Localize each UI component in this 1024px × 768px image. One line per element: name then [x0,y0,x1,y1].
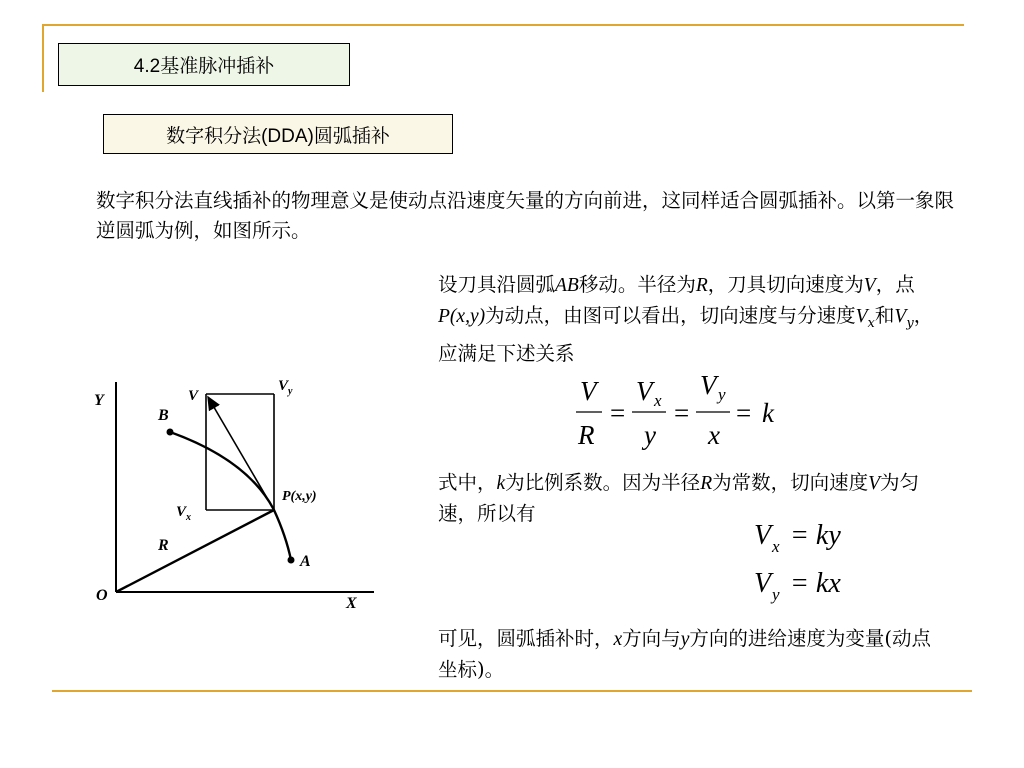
svg-text:=: = [674,398,690,428]
velocity-label: V [188,388,199,404]
intro-paragraph: 数字积分法直线插补的物理意义是使动点沿速度矢量的方向前进，这同样适合圆弧插补。以第一象限逆圆弧为例，如图所示。 [96,189,955,242]
point-a [288,557,295,564]
radius-line [116,510,274,592]
top-rule [42,24,964,26]
point-p-label: P(x,y) [282,489,317,504]
section-title: 4.2基准脉冲插补 [58,43,350,86]
svg-text:y: y [772,585,780,604]
point-a-label: A [300,553,311,570]
svg-text:=: = [610,398,626,428]
svg-text:R: R [578,420,595,450]
svg-text:V: V [754,568,772,599]
velocity-formulas [750,512,870,608]
tool-motion-paragraph: 设刀具沿圆弧AB移动。半径为R，刀具切向速度为V，点P(x,y)为动点，由图可以看出，切向速度与分速度$V_x$和$V_y$，应满足下述关系 [438,273,934,365]
coefficient-paragraph: 式中，k为比例系数。因为半径R为常数，切向速度V为匀速，所以有 [438,471,920,525]
svg-text:V: V [636,376,653,406]
point-b-label: B [158,407,169,424]
vy-label: $V_y$ [278,378,293,397]
y-axis-label: Y [94,392,104,409]
arc-interpolation-diagram [80,370,380,615]
svg-text:x: x [654,391,662,410]
bottom-rule [52,690,972,692]
svg-text:k: k [762,398,774,428]
svg-text:= ky: = ky [790,520,841,551]
svg-text:= kx: = kx [790,568,841,599]
svg-text:x: x [772,537,780,556]
origin-label: O [96,587,108,604]
ratio-formula [570,370,790,454]
x-axis-label: X [346,595,357,612]
point-b [167,429,174,436]
svg-text:y: y [644,420,656,450]
svg-text:y: y [718,385,726,404]
svg-text:V: V [754,520,772,551]
svg-text:=: = [736,398,752,428]
svg-text:V: V [580,376,597,406]
conclusion-paragraph: 可见，圆弧插补时，x方向与y方向的进给速度为变量(动点坐标)。 [438,627,931,681]
svg-text:V: V [700,370,717,400]
svg-text:x: x [708,420,720,450]
arc-ab [170,432,291,560]
vx-label: $V_x$ [176,504,192,523]
left-rule [42,24,44,92]
radius-label: R [158,537,169,554]
subtitle: 数字积分法(DDA)圆弧插补 [103,114,453,154]
